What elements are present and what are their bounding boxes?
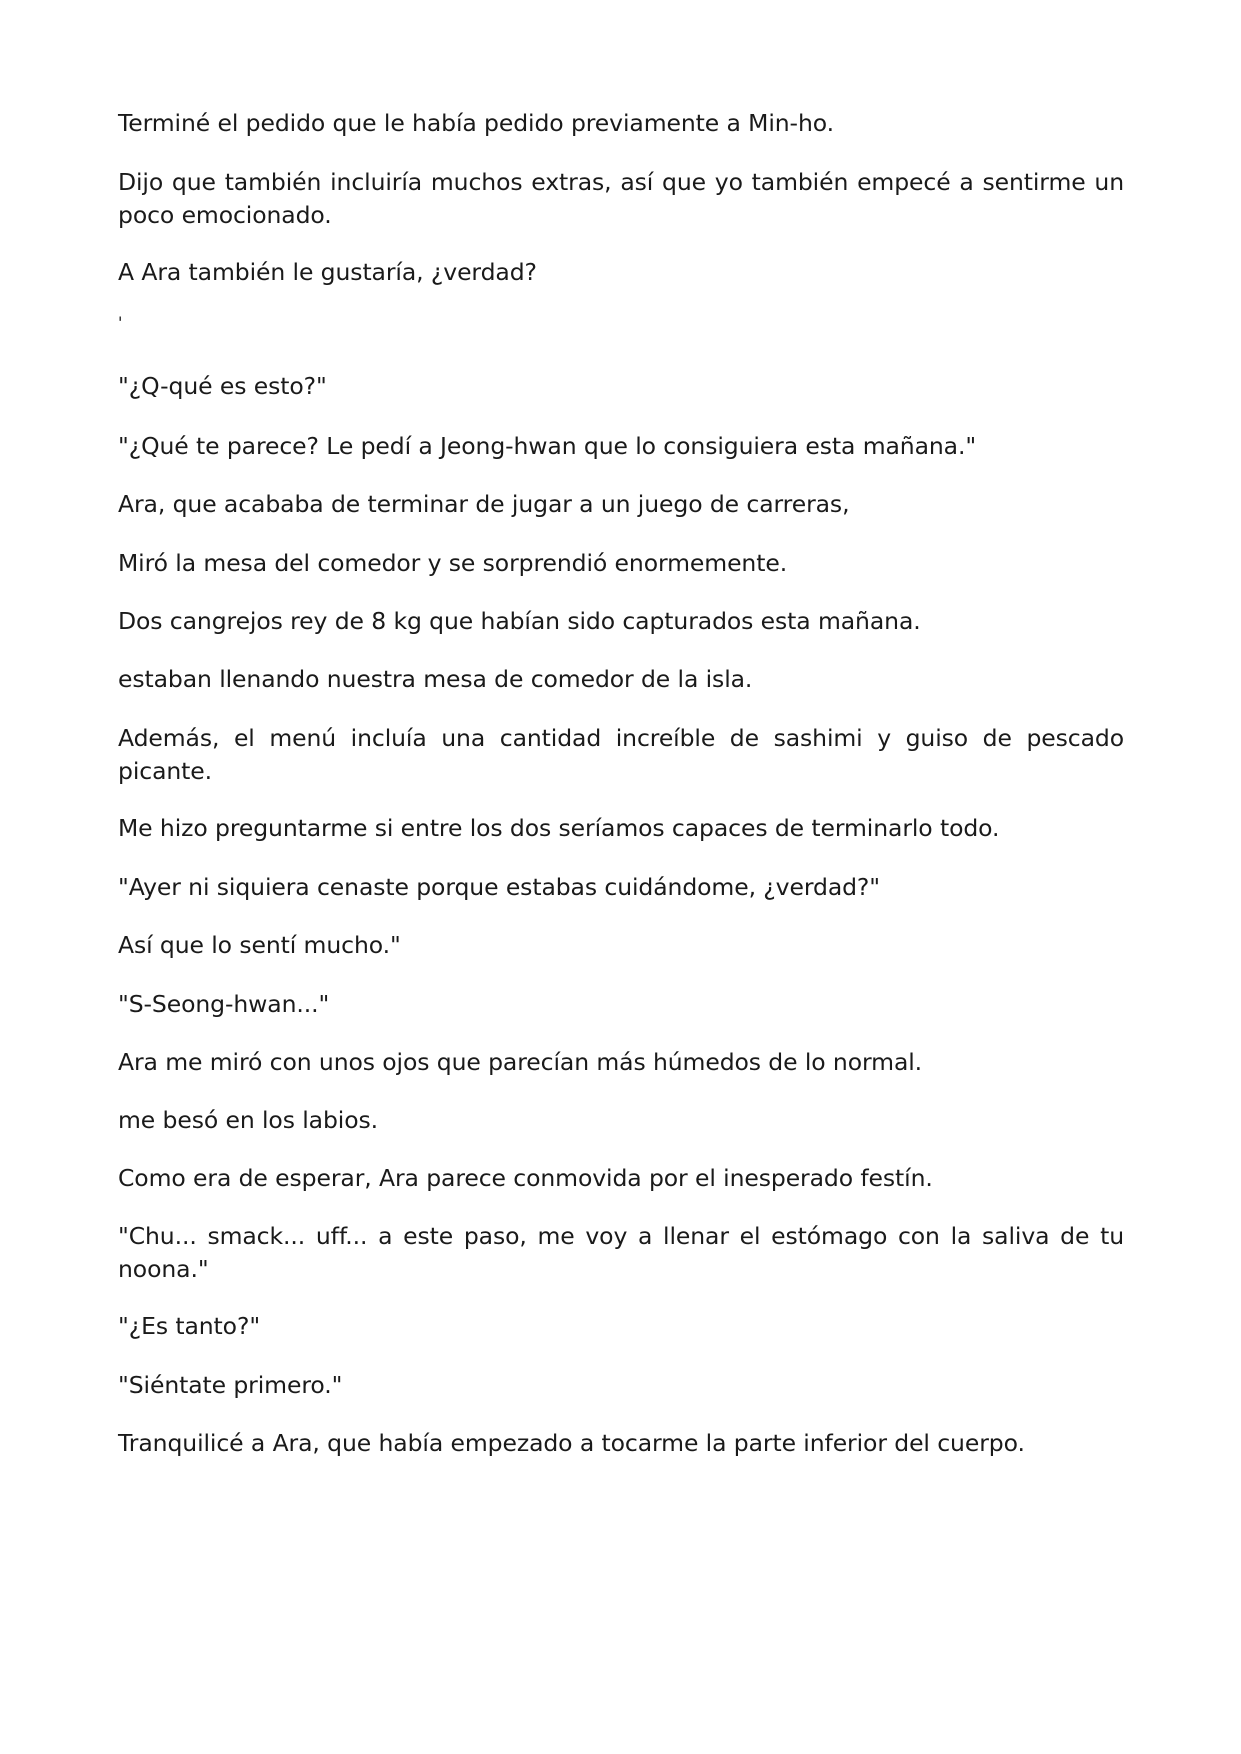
paragraph-18: Como era de esperar, Ara parece conmovida por el inesperado festín. [118, 1164, 933, 1192]
paragraph-6: "¿Qué te parece? Le pedí a Jeong-hwan que lo consiguiera esta mañana." [118, 432, 977, 460]
paragraph-1: Terminé el pedido que le había pedido previamente a Min-ho. [118, 109, 834, 137]
paragraph-14: Así que lo sentí mucho." [118, 931, 401, 959]
paragraph-5: "¿Q-qué es esto?" [118, 372, 327, 400]
paragraph-3: A Ara también le gustaría, ¿verdad? [118, 258, 537, 286]
paragraph-21: "Siéntate primero." [118, 1371, 343, 1399]
paragraph-16: Ara me miró con unos ojos que parecían más húmedos de lo normal. [118, 1048, 923, 1076]
paragraph-10: estaban llenando nuestra mesa de comedor de la isla. [118, 665, 753, 693]
paragraph-9: Dos cangrejos rey de 8 kg que habían sido capturados esta mañana. [118, 607, 921, 635]
paragraph-4: ' [118, 313, 123, 332]
paragraph-20: "¿Es tanto?" [118, 1312, 261, 1340]
paragraph-11: Además, el menú incluía una cantidad increíble de sashimi y guiso de pescado picante. [118, 724, 1124, 785]
paragraph-2: Dijo que también incluiría muchos extras, así que yo también empecé a sentirme un poco emocionado. [118, 168, 1124, 229]
paragraph-22: Tranquilicé a Ara, que había empezado a tocarme la parte inferior del cuerpo. [118, 1429, 1025, 1457]
paragraph-13: "Ayer ni siquiera cenaste porque estabas cuidándome, ¿verdad?" [118, 873, 881, 901]
paragraph-8: Miró la mesa del comedor y se sorprendió enormemente. [118, 549, 788, 577]
paragraph-7: Ara, que acababa de terminar de jugar a un juego de carreras, [118, 490, 850, 518]
paragraph-19: "Chu... smack... uff... a este paso, me voy a llenar el estómago con la saliva de tu noona." [118, 1222, 1124, 1283]
paragraph-17: me besó en los labios. [118, 1106, 378, 1134]
paragraph-12: Me hizo preguntarme si entre los dos seríamos capaces de terminarlo todo. [118, 814, 1000, 842]
paragraph-15: "S-Seong-hwan..." [118, 990, 330, 1018]
